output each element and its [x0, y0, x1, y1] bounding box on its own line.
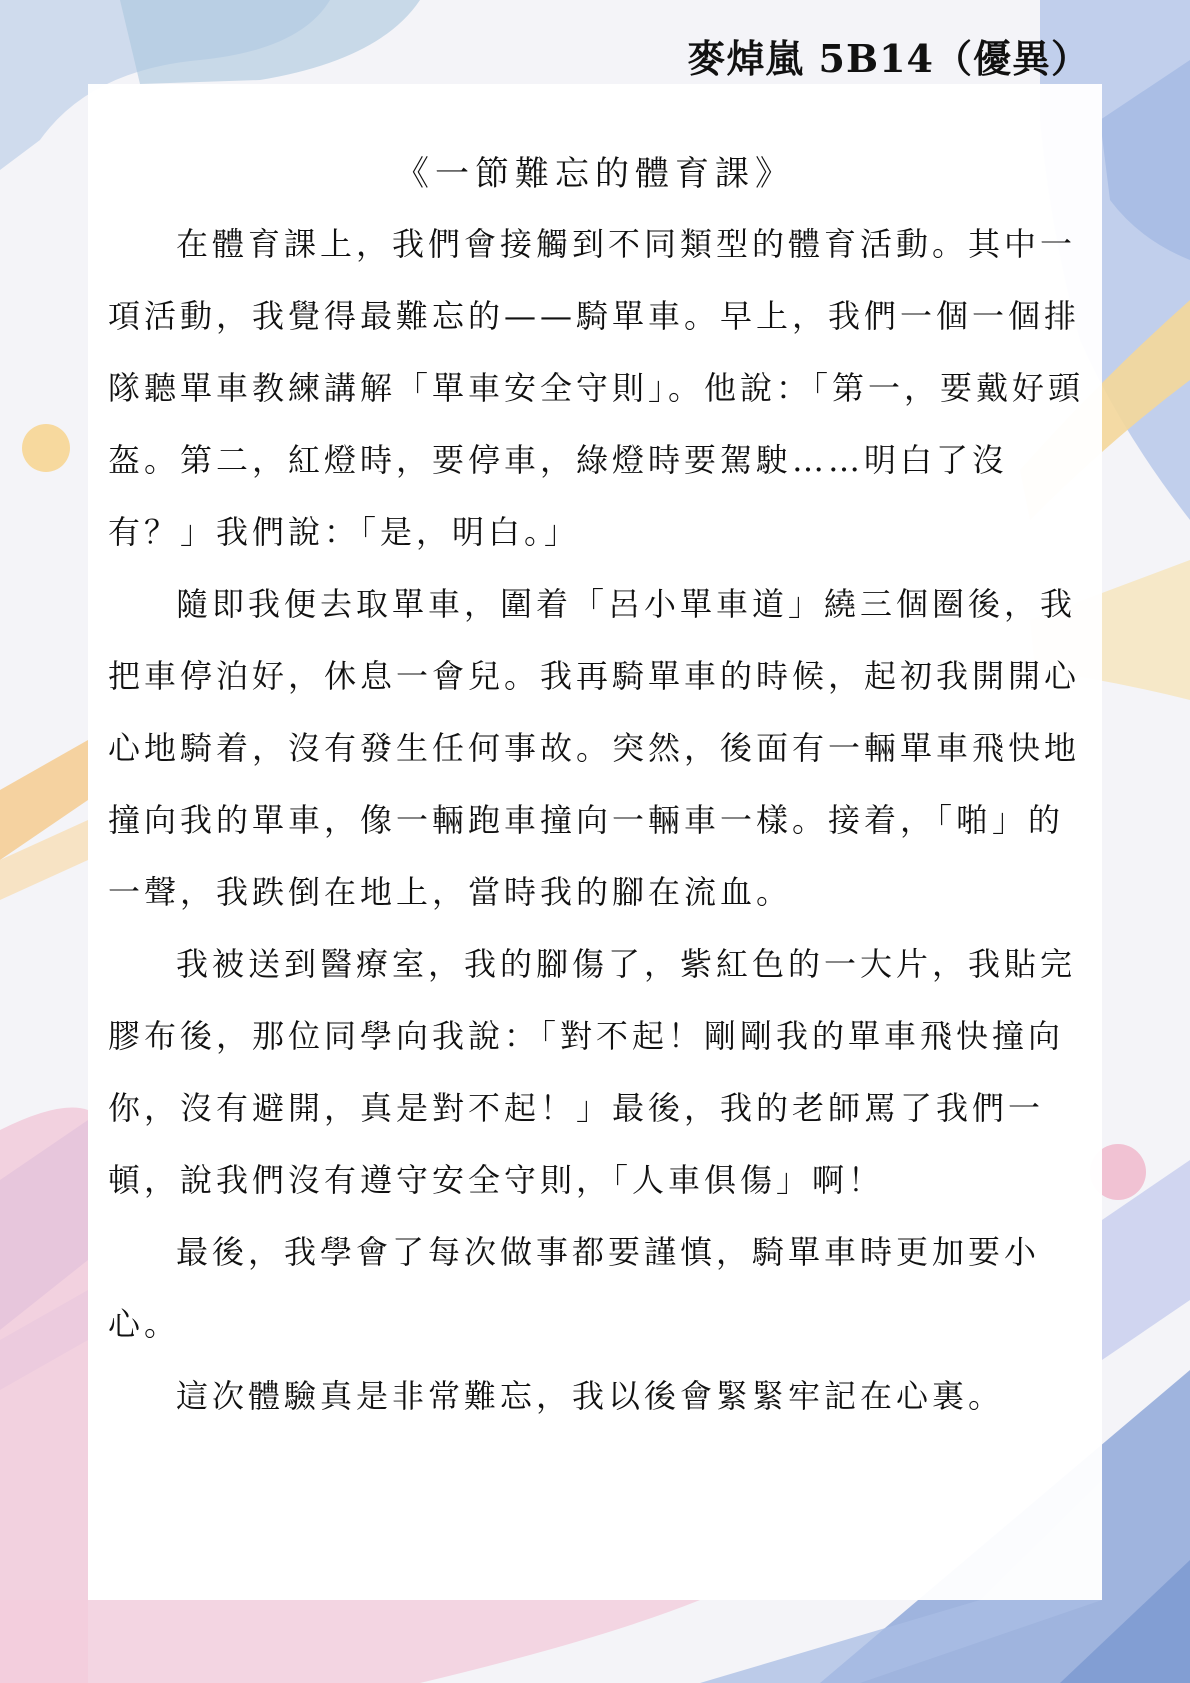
essay-paragraph: 在體育課上，我們會接觸到不同類型的體育活動。其中一項活動，我覺得最難忘的——騎單車。早上，我們一個一個排隊聽單車教練講解「單車安全守則」。他說：「第一，要戴好頭盔。第二，紅燈時，要停車，綠燈時要駕駛……明白了沒有？」我們說：「是，明白。」 [108, 225, 1085, 551]
blue-brush-shape [120, 0, 420, 84]
pink-brush-shape [0, 1108, 88, 1683]
author-name-class: 麥焯嵐 5B14（優異） [687, 36, 1090, 81]
pink-brush-shape [0, 1600, 700, 1683]
essay-title: 《一節難忘的體育課》 [395, 154, 795, 194]
essay-body [108, 208, 1084, 1432]
essay-paragraph: 這次體驗真是非常難忘，我以後會緊緊牢記在心裏。 [176, 1377, 1005, 1415]
essay-paragraph: 最後，我學會了每次做事都要謹慎，騎單車時更加要小心。 [108, 1233, 1041, 1343]
essay-paragraph: 我被送到醫療室，我的腳傷了，紫紅色的一大片，我貼完膠布後，那位同學向我說：「對不起！剛剛我的單車飛快撞向你，沒有避開，真是對不起！」最後，我的老師罵了我們一頓，說我們沒有遵守安全守則，「人車俱傷」啊！ [108, 945, 1077, 1199]
essay-paragraph: 隨即我便去取單車，圍着「呂小單車道」繞三個圈後，我把車停泊好，休息一會兒。我再騎單車的時候，起初我開開心心地騎着，沒有發生任何事故。突然，後面有一輛單車飛快地撞向我的單車，像一輛跑車撞向一輛車一樣。接着，「啪」的一聲，我跌倒在地上，當時我的腳在流血。 [108, 585, 1081, 911]
yellow-dot [22, 424, 70, 472]
